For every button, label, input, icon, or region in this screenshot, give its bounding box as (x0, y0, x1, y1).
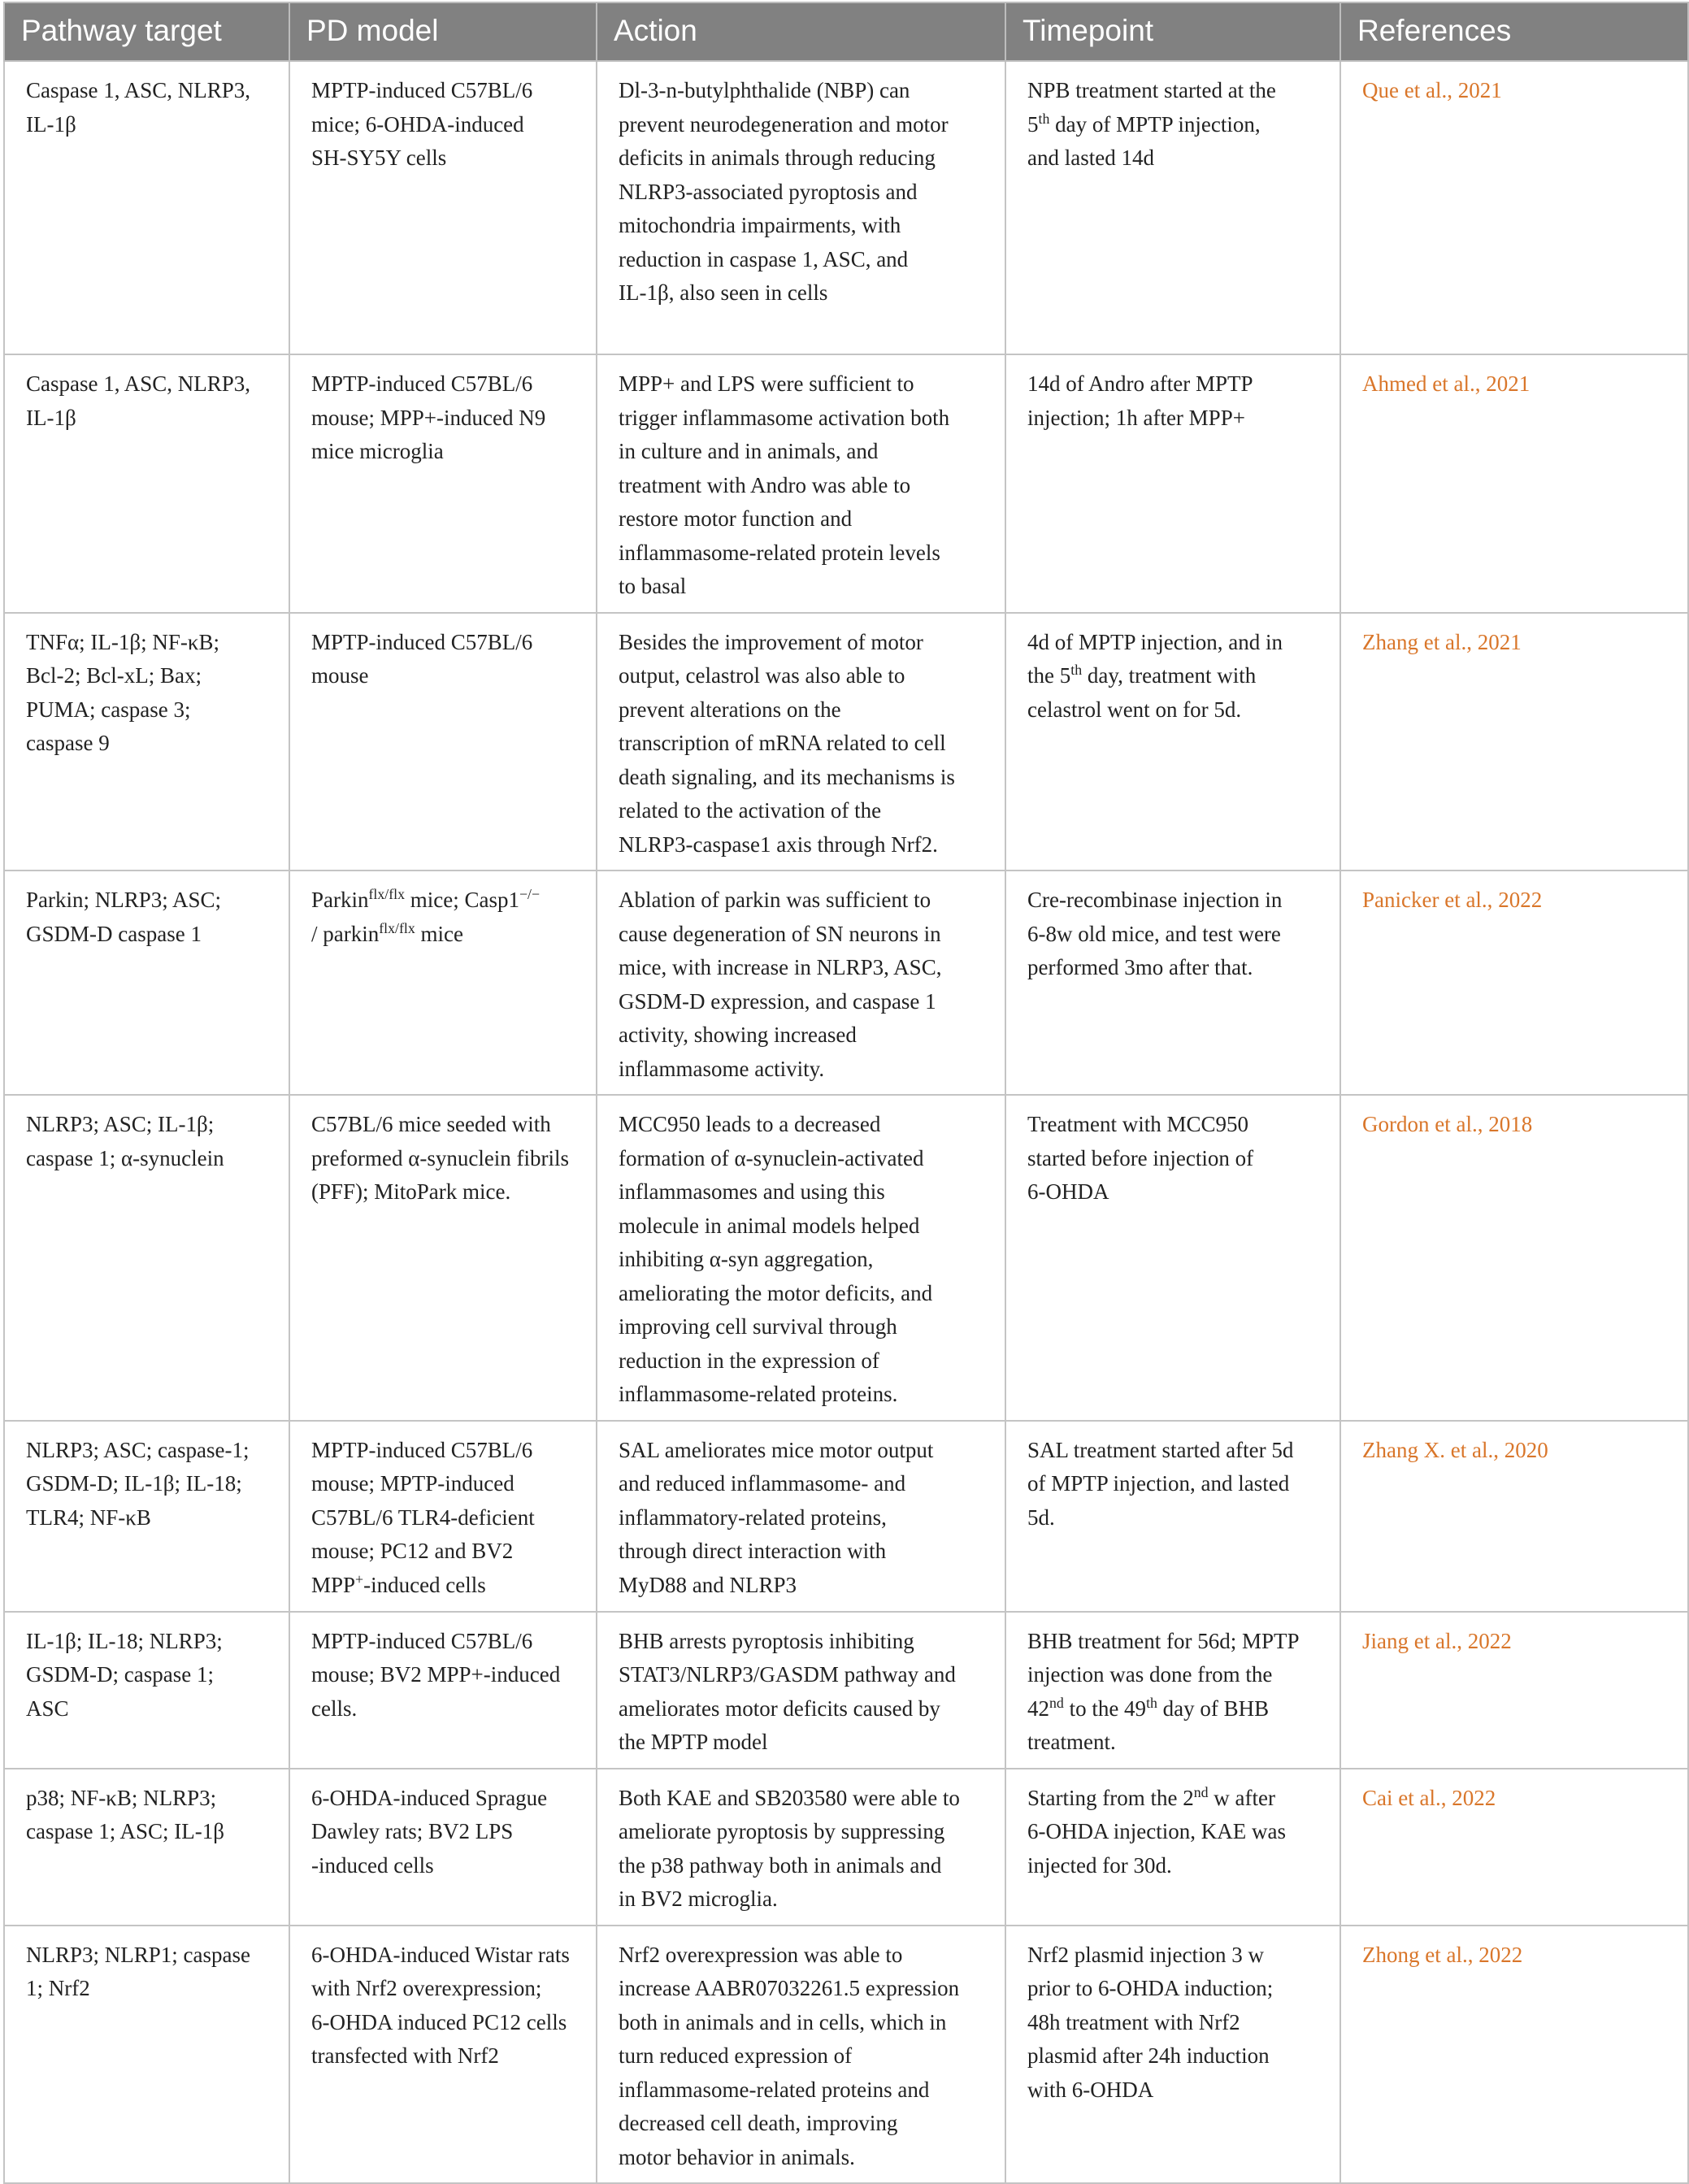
cell-pd-model (289, 1769, 597, 1926)
cell-action (597, 1095, 1005, 1421)
text-segment: mouse; MPTP-induced (311, 1471, 515, 1496)
action-line: activity, showing increased (619, 1023, 857, 1047)
cell-reference (1340, 613, 1688, 871)
reference-author[interactable]: Zhang et al., (1362, 629, 1478, 654)
cell-timepoint (1005, 871, 1340, 1095)
reference-year-link[interactable]: 2021 (1457, 78, 1502, 102)
text-segment: day of BHB (1157, 1696, 1270, 1721)
timepoint-line (1027, 2039, 1322, 2073)
timepoint-line (1027, 367, 1322, 402)
timepoint-line (1027, 1782, 1322, 1816)
action-line: treatment with Andro was able to (619, 472, 911, 497)
text-segment: day, treatment with (1082, 663, 1257, 688)
reference-author[interactable]: Panicker et al., (1362, 888, 1499, 912)
reference-year-link[interactable]: 2018 (1488, 1112, 1533, 1136)
action-line: prevent neurodegeneration and motor (619, 111, 949, 137)
action-line: ameliorates motor deficits caused by (619, 1696, 940, 1721)
cell-pathway-target (4, 354, 289, 613)
pd-model-line: MPTP-induced C57BL/6 (311, 629, 533, 654)
action-line: inflammasomes and using this (619, 1179, 885, 1204)
header-pathway-target: Pathway target (4, 2, 289, 61)
timepoint-line (1027, 626, 1322, 660)
cell-reference (1340, 1421, 1688, 1612)
action-line: GSDM-D expression, and caspase 1 (619, 988, 936, 1014)
pathway-target-line: GSDM-D caspase 1 (26, 921, 202, 946)
text-segment: to the 49 (1063, 1696, 1147, 1721)
reference-author[interactable]: Zhang X. et al., (1362, 1437, 1504, 1462)
action-line: BHB arrests pyroptosis inhibiting (619, 1628, 914, 1653)
timepoint-line (1027, 1939, 1322, 1973)
text-segment: Starting from the 2 (1027, 1785, 1194, 1810)
pathway-table-container (3, 2, 1687, 2184)
pd-model-line: mouse; BV2 MPP+-induced (311, 1662, 561, 1687)
text-segment: performed 3mo after that. (1027, 955, 1253, 979)
timepoint-line (1027, 1972, 1322, 2006)
cell-reference (1340, 354, 1688, 613)
pathway-target-line: 1; Nrf2 (26, 1976, 90, 2000)
pathway-target-line: TLR4; NF-κB (26, 1504, 151, 1530)
action-line: output, celastrol was also able to (619, 663, 905, 688)
text-segment: 4d of MPTP injection, and in (1027, 629, 1283, 654)
action-line: inflammasome-related proteins and (619, 2077, 930, 2102)
reference-year-link[interactable]: 2021 (1486, 371, 1531, 396)
action-line: inflammasome-related proteins. (619, 1382, 898, 1406)
cell-timepoint (1005, 1926, 1340, 2184)
pathway-target-line: Caspase 1, ASC, NLRP3, (26, 371, 251, 396)
timepoint-line (1027, 884, 1322, 918)
cell-action (597, 1612, 1005, 1769)
pd-model-line: MPTP-induced C57BL/6 (311, 78, 533, 102)
text-segment: and lasted 14d (1027, 145, 1154, 170)
action-line: turn reduced expression of (619, 2043, 853, 2068)
pd-model-line: preformed α-synuclein fibrils (311, 1145, 570, 1170)
reference-year-link[interactable]: 2021 (1477, 629, 1522, 654)
action-line: both in animals and in cells, which in (619, 2009, 947, 2034)
table-row (4, 1926, 1688, 2184)
action-line: Both KAE and SB203580 were able to (619, 1785, 960, 1810)
reference-author[interactable]: Que et al., (1362, 78, 1458, 102)
cell-reference (1340, 871, 1688, 1095)
action-line: and reduced inflammasome- and (619, 1471, 906, 1496)
pd-model-line: mouse (311, 663, 369, 688)
reference-author[interactable]: Jiang et al., (1362, 1628, 1468, 1653)
timepoint-line (1027, 141, 1322, 176)
text-segment: / parkin (311, 921, 380, 946)
pathway-target-line: PUMA; caspase 3; (26, 697, 191, 722)
action-line: mice, with increase in NLRP3, ASC, (619, 955, 942, 979)
action-line: ameliorating the motor deficits, and (619, 1280, 933, 1305)
action-line: Besides the improvement of motor (619, 629, 923, 654)
action-line: inflammasome activity. (619, 1056, 825, 1081)
reference-author[interactable]: Cai et al., (1362, 1785, 1452, 1810)
action-line: decreased cell death, improving (619, 2111, 898, 2135)
cell-pathway-target (4, 1612, 289, 1769)
action-line: transcription of mRNA related to cell (619, 731, 946, 755)
text-segment: 5 (1027, 111, 1039, 137)
text-segment: 14d of Andro after MPTP (1027, 371, 1253, 396)
cell-pathway-target (4, 1926, 289, 2184)
timepoint-line (1027, 1175, 1322, 1209)
text-segment: started before injection of (1027, 1145, 1254, 1170)
cell-pathway-target (4, 1095, 289, 1421)
timepoint-line (1027, 1108, 1322, 1142)
cell-reference (1340, 1926, 1688, 2184)
reference-link[interactable] (1362, 1438, 1548, 1462)
reference-link[interactable] (1362, 1629, 1512, 1653)
pathway-target-line: Parkin; NLRP3; ASC; (26, 888, 222, 912)
reference-author[interactable]: Ahmed et al., (1362, 371, 1487, 396)
cell-pathway-target (4, 871, 289, 1095)
header-timepoint: Timepoint (1005, 2, 1340, 61)
action-line: formation of α-synuclein-activated (619, 1145, 924, 1170)
text-segment: celastrol went on for 5d. (1027, 697, 1242, 722)
reference-link[interactable] (1362, 78, 1502, 102)
timepoint-line (1027, 1658, 1322, 1692)
cell-reference (1340, 1612, 1688, 1769)
timepoint-line (1027, 1815, 1322, 1849)
pathway-target-line: TNFα; IL-1β; NF-κB; (26, 629, 219, 654)
cell-pathway-target (4, 61, 289, 354)
table-row (4, 613, 1688, 871)
cell-action (597, 871, 1005, 1095)
cell-timepoint (1005, 1095, 1340, 1421)
action-line: restore motor function and (619, 506, 853, 531)
table-row (4, 1421, 1688, 1612)
cell-pd-model (289, 1095, 597, 1421)
superscript-text: flx/flx (379, 919, 415, 936)
text-segment: w after (1208, 1785, 1275, 1810)
pathway-target-line: IL-1β (26, 405, 76, 430)
timepoint-line (1027, 693, 1322, 727)
text-segment: C57BL/6 TLR4-deficient (311, 1504, 535, 1530)
pd-model-line: mice microglia (311, 439, 444, 463)
text-segment: Cre-recombinase injection in (1027, 888, 1283, 912)
action-line: MCC950 leads to a decreased (619, 1112, 881, 1136)
action-line: ameliorate pyroptosis by suppressing (619, 1819, 945, 1843)
timepoint-line (1027, 659, 1322, 693)
text-segment: mice (415, 921, 463, 946)
pd-model-line: SH-SY5Y cells (311, 145, 447, 170)
action-line: Nrf2 overexpression was able to (619, 1942, 903, 1967)
text-segment: Treatment with MCC950 (1027, 1112, 1249, 1136)
table-header (4, 2, 1688, 61)
cell-pd-model (289, 1926, 597, 2184)
pathway-target-line: GSDM-D; IL-1β; IL-18; (26, 1471, 242, 1496)
reference-link[interactable] (1362, 888, 1542, 912)
reference-link[interactable] (1362, 1112, 1532, 1136)
pd-model-line: 6-OHDA induced PC12 cells (311, 2009, 567, 2034)
pd-model-line: mice; 6-OHDA-induced (311, 111, 524, 137)
cell-action (597, 1421, 1005, 1612)
action-line: motor behavior in animals. (619, 2144, 855, 2169)
cell-timepoint (1005, 354, 1340, 613)
action-line: trigger inflammasome activation both (619, 405, 950, 430)
cell-action (597, 1926, 1005, 2184)
pd-model-line: transfected with Nrf2 (311, 2043, 499, 2068)
reference-link[interactable] (1362, 371, 1530, 396)
action-line: related to the activation of the (619, 798, 882, 823)
text-segment: day of MPTP injection, (1049, 111, 1261, 137)
action-line: reduction in the expression of (619, 1348, 879, 1373)
pathway-table (3, 2, 1689, 2184)
superscript-text: th (1070, 662, 1083, 678)
cell-reference (1340, 1095, 1688, 1421)
timepoint-line (1027, 951, 1322, 985)
pathway-target-line: Bcl-2; Bcl-xL; Bax; (26, 663, 202, 688)
cell-pd-model (289, 354, 597, 613)
action-line: MyD88 and NLRP3 (619, 1572, 797, 1597)
superscript-text: th (1146, 1694, 1157, 1711)
reference-link[interactable] (1362, 1943, 1522, 1967)
text-segment: 6-OHDA injection, KAE was (1027, 1819, 1286, 1843)
text-segment: 6-OHDA (1027, 1179, 1109, 1204)
reference-year-link[interactable]: 2022 (1452, 1785, 1496, 1810)
text-segment: 42 (1027, 1696, 1049, 1721)
timepoint-line (1027, 1467, 1322, 1501)
cell-action (597, 613, 1005, 871)
reference-year-link[interactable]: 2020 (1504, 1437, 1548, 1462)
pathway-target-line: p38; NF-κB; NLRP3; (26, 1785, 217, 1810)
timepoint-line (1027, 402, 1322, 436)
text-segment: with 6-OHDA (1027, 2077, 1154, 2102)
pathway-target-line: IL-1β; IL-18; NLRP3; (26, 1628, 223, 1653)
timepoint-line (1027, 918, 1322, 952)
pathway-target-line: GSDM-D; caspase 1; (26, 1662, 214, 1687)
pd-model-line: -induced cells (311, 1852, 434, 1878)
text-segment: BHB treatment for 56d; MPTP (1027, 1628, 1300, 1653)
action-line: MPP+ and LPS were sufficient to (619, 371, 914, 396)
reference-year-link[interactable]: 2022 (1478, 1942, 1523, 1967)
header-pd-model: PD model (289, 2, 597, 61)
action-line: STAT3/NLRP3/GASDM pathway and (619, 1662, 956, 1687)
pathway-target-line: NLRP3; ASC; IL-1β; (26, 1112, 215, 1136)
text-segment: NPB treatment started at the (1027, 78, 1276, 102)
action-line: the MPTP model (619, 1730, 768, 1754)
cell-reference (1340, 61, 1688, 354)
cell-pathway-target (4, 1421, 289, 1612)
pathway-target-line: IL-1β (26, 111, 76, 137)
action-line: through direct interaction with (619, 1539, 887, 1563)
pd-model-line: MPTP-induced C57BL/6 (311, 1628, 533, 1653)
cell-timepoint (1005, 61, 1340, 354)
pathway-target-line: ASC (26, 1696, 69, 1721)
action-line: death signaling, and its mechanisms is (619, 764, 955, 789)
action-line: prevent alterations on the (619, 697, 841, 722)
text-segment: Parkin (311, 888, 369, 912)
reference-link[interactable] (1362, 1786, 1496, 1810)
action-line: inflammatory-related proteins, (619, 1504, 887, 1530)
table-row (4, 61, 1688, 354)
pd-model-line: mouse; MPP+-induced N9 (311, 405, 546, 430)
text-segment: SAL treatment started after 5d (1027, 1437, 1294, 1462)
cell-pd-model (289, 1612, 597, 1769)
timepoint-line (1027, 1692, 1322, 1726)
action-line: mitochondria impairments, with (619, 213, 901, 237)
table-row (4, 354, 1688, 613)
pd-model-line (311, 1535, 578, 1569)
action-line: molecule in animal models helped (619, 1213, 920, 1238)
table-row (4, 871, 1688, 1095)
pathway-target-line: caspase 1; α-synuclein (26, 1145, 224, 1170)
timepoint-line (1027, 2006, 1322, 2040)
cell-pd-model (289, 613, 597, 871)
text-segment: MPP (311, 1572, 356, 1597)
superscript-text: flx/flx (368, 886, 406, 902)
reference-author[interactable]: Gordon et al., (1362, 1112, 1489, 1136)
timepoint-line (1027, 1142, 1322, 1176)
reference-year-link[interactable]: 2022 (1498, 888, 1543, 912)
pd-model-line (311, 1569, 578, 1603)
action-line: inflammasome-related protein levels (619, 540, 940, 565)
text-segment: -induced cells (363, 1572, 486, 1597)
header-references: References (1340, 2, 1688, 61)
table-row (4, 1769, 1688, 1926)
action-line: inhibiting α-syn aggregation, (619, 1247, 874, 1271)
cell-timepoint (1005, 1769, 1340, 1926)
action-line: Dl-3-n-butylphthalide (NBP) can (619, 78, 910, 102)
text-segment: prior to 6-OHDA induction; (1027, 1976, 1274, 2000)
cell-timepoint (1005, 1612, 1340, 1769)
text-segment: Nrf2 plasmid injection 3 w (1027, 1942, 1264, 1967)
text-segment: of MPTP injection, and lasted (1027, 1471, 1290, 1496)
timepoint-line (1027, 1625, 1322, 1659)
table-row (4, 1095, 1688, 1421)
superscript-text: −/− (519, 886, 541, 902)
pd-model-line (311, 918, 578, 952)
cell-reference (1340, 1769, 1688, 1926)
pd-model-line (311, 1467, 578, 1501)
action-line: SAL ameliorates mice motor output (619, 1437, 934, 1462)
pd-model-line: 6-OHDA-induced Sprague (311, 1785, 548, 1810)
table-body (4, 61, 1688, 2183)
cell-pd-model (289, 61, 597, 354)
text-segment: treatment. (1027, 1730, 1116, 1754)
action-line: NLRP3-caspase1 axis through Nrf2. (619, 831, 938, 857)
text-segment: mouse; PC12 and BV2 (311, 1539, 514, 1563)
superscript-text: nd (1193, 1783, 1209, 1800)
action-line: reduction in caspase 1, ASC, and (619, 246, 909, 271)
text-segment: the 5 (1027, 663, 1071, 688)
action-line: in BV2 microglia. (619, 1887, 778, 1911)
action-line: cause degeneration of SN neurons in (619, 921, 941, 946)
action-line: NLRP3-associated pyroptosis and (619, 179, 918, 204)
pathway-target-line: NLRP3; NLRP1; caspase (26, 1942, 250, 1967)
superscript-text: th (1038, 110, 1050, 127)
action-line: Ablation of parkin was sufficient to (619, 888, 931, 912)
text-segment: injected for 30d. (1027, 1852, 1172, 1878)
action-line: IL-1β, also seen in cells (619, 280, 828, 305)
text-segment: 5d. (1027, 1504, 1055, 1530)
cell-action (597, 1769, 1005, 1926)
pathway-target-line: caspase 1; ASC; IL-1β (26, 1819, 224, 1843)
timepoint-line (1027, 108, 1322, 142)
pd-model-line: C57BL/6 mice seeded with (311, 1112, 551, 1136)
pd-model-line (311, 884, 578, 918)
timepoint-line (1027, 1726, 1322, 1760)
pd-model-line: (PFF); MitoPark mice. (311, 1179, 511, 1204)
cell-pd-model (289, 1421, 597, 1612)
action-line: increase AABR07032261.5 expression (619, 1976, 960, 2000)
superscript-text: nd (1049, 1694, 1064, 1711)
cell-timepoint (1005, 1421, 1340, 1612)
text-segment: injection; 1h after MPP+ (1027, 405, 1245, 430)
pd-model-line: 6-OHDA-induced Wistar rats (311, 1942, 570, 1967)
cell-action (597, 354, 1005, 613)
text-segment: 48h treatment with Nrf2 (1027, 2009, 1240, 2034)
header-action: Action (597, 2, 1005, 61)
pathway-target-line: caspase 9 (26, 731, 110, 755)
pd-model-line: MPTP-induced C57BL/6 (311, 371, 533, 396)
action-line: in culture and in animals, and (619, 439, 879, 463)
action-line: the p38 pathway both in animals and (619, 1852, 942, 1878)
action-line: to basal (619, 574, 687, 598)
text-segment: MPTP-induced C57BL/6 (311, 1437, 533, 1462)
table-row (4, 1612, 1688, 1769)
cell-timepoint (1005, 613, 1340, 871)
pd-model-line: cells. (311, 1696, 358, 1721)
timepoint-line (1027, 1849, 1322, 1883)
pd-model-line: with Nrf2 overexpression; (311, 1976, 542, 2000)
cell-pd-model (289, 871, 597, 1095)
text-segment: 6-8w old mice, and test were (1027, 921, 1281, 946)
reference-link[interactable] (1362, 630, 1522, 654)
header-row (4, 2, 1688, 61)
timepoint-line (1027, 1434, 1322, 1468)
pd-model-line (311, 1501, 578, 1535)
text-segment: injection was done from the (1027, 1662, 1273, 1687)
pathway-target-line: Caspase 1, ASC, NLRP3, (26, 78, 251, 102)
pd-model-line (311, 1434, 578, 1468)
timepoint-line (1027, 1501, 1322, 1535)
reference-year-link[interactable]: 2022 (1467, 1628, 1512, 1653)
cell-pathway-target (4, 613, 289, 871)
reference-author[interactable]: Zhong et al., (1362, 1942, 1479, 1967)
text-segment: mice; Casp1 (405, 888, 520, 912)
pd-model-line: Dawley rats; BV2 LPS (311, 1819, 514, 1843)
cell-pathway-target (4, 1769, 289, 1926)
timepoint-line (1027, 74, 1322, 108)
pathway-target-line: NLRP3; ASC; caspase-1; (26, 1437, 250, 1462)
action-line: deficits in animals through reducing (619, 145, 936, 170)
cell-action (597, 61, 1005, 354)
action-line: improving cell survival through (619, 1314, 897, 1339)
text-segment: plasmid after 24h induction (1027, 2043, 1270, 2068)
superscript-text: + (355, 1570, 364, 1587)
